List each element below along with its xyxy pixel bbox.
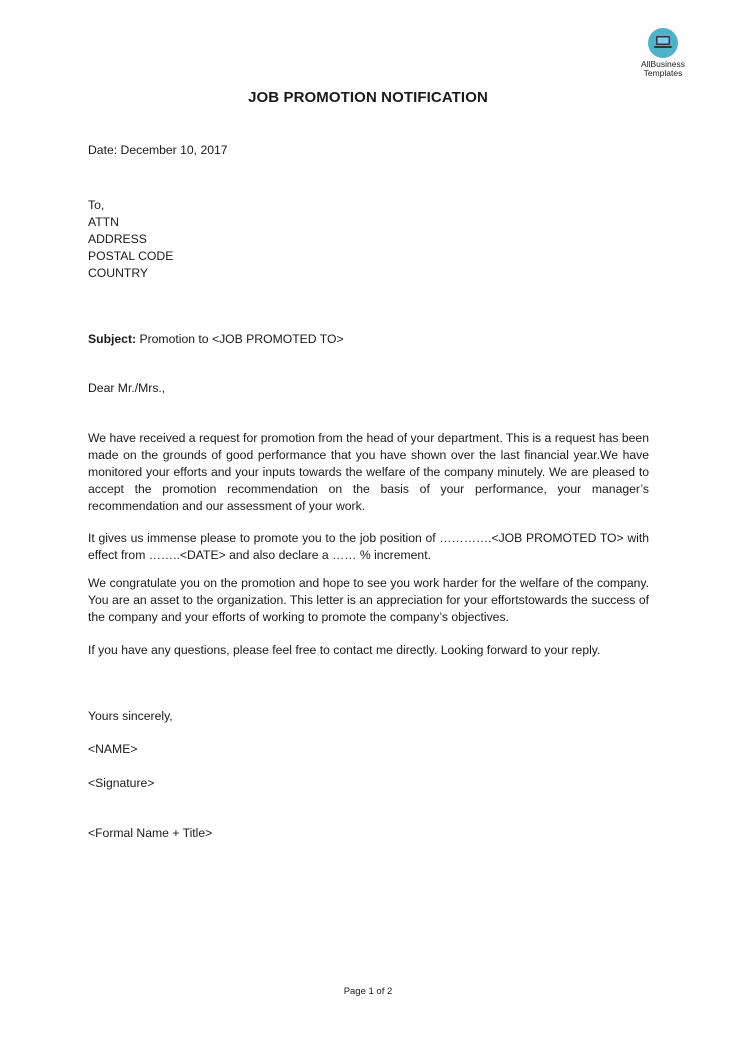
signature-placeholder: <Signature>	[88, 776, 155, 790]
laptop-icon	[648, 28, 678, 58]
name-placeholder: <NAME>	[88, 742, 138, 756]
allbusiness-logo	[632, 28, 694, 78]
salutation: Dear Mr./Mrs.,	[88, 381, 166, 395]
subject-text: Promotion to <JOB PROMOTED TO>	[136, 332, 344, 346]
date-line: Date: December 10, 2017	[88, 143, 228, 157]
logo-text-line2: Templates	[643, 68, 683, 78]
page-number: Page 1 of 2	[343, 986, 393, 997]
address-postal-code: POSTAL CODE	[88, 249, 174, 263]
paragraph-4: If you have any questions, please feel free to contact me directly. Looking forward to your reply.	[88, 643, 601, 657]
formal-name-placeholder: <Formal Name + Title>	[88, 826, 213, 840]
logo-text-line1: AllBusiness	[641, 59, 685, 69]
paragraph-3: We congratulate you on the promotion and hope to see you work harder for the welfare of the company. You are an asset to the organization. This letter is an appreciation for your effortstowards the success of the company and your efforts of working to promote the company’s objectives.	[88, 576, 649, 624]
address-to: To,	[88, 198, 105, 212]
closing: Yours sincerely,	[88, 709, 173, 723]
subject-label: Subject:	[88, 332, 137, 346]
paragraph-2: It gives us immense please to promote you to the job position of ………….<JOB PROMOTED TO> with effect from ……..<DATE> and also declare a …… % increment.	[88, 531, 649, 562]
subject-line	[88, 331, 344, 348]
address-country: COUNTRY	[88, 266, 149, 280]
paragraph-1: We have received a request for promotion from the head of your department. This is a request has been made on the grounds of good performance that you have shown over the last financial year.We have monitored your efforts and your inputs towards the welfare of the company minutely. We are pleased to accept the promotion recommendation on the basis of your performance, your manager’s recommendation and our assessment of your work.	[88, 431, 649, 513]
address-line: ADDRESS	[88, 232, 147, 246]
address-attn: ATTN	[88, 215, 119, 229]
document-title: JOB PROMOTION NOTIFICATION	[248, 89, 488, 106]
